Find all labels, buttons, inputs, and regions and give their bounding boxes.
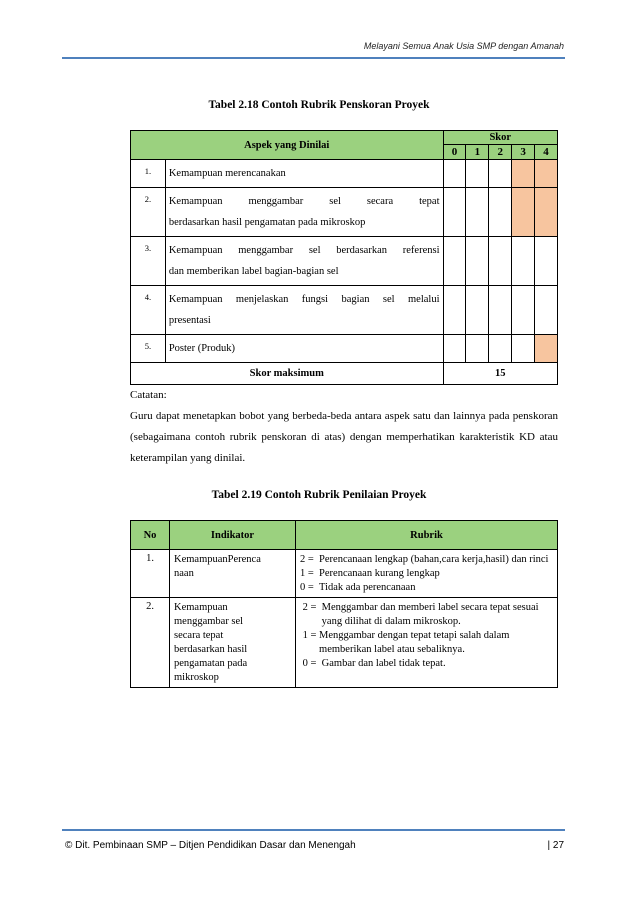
score-cell [489, 335, 512, 363]
row-number: 1. [131, 550, 170, 598]
table-row [131, 237, 558, 286]
assessment-rubric-table [130, 520, 558, 688]
header-rule [62, 57, 565, 59]
rubric-text: 2 = Menggambar dan memberi label secara tepat sesuai yang dilihat di dalam mikroskop. 1 = Menggambar dengan tepat tetapi salah dalam memberikan label atau sebaliknya. 0 = Gambar dan label tidak tepat. [296, 598, 558, 688]
score-cell [489, 237, 512, 286]
table-row [131, 550, 558, 598]
max-score-row [131, 363, 558, 385]
table-row [131, 335, 558, 363]
running-header: Melayani Semua Anak Usia SMP dengan Amanah [363, 41, 564, 51]
score-cell-highlight [512, 188, 535, 237]
score-cell [443, 188, 466, 237]
score-cell [535, 237, 558, 286]
max-score-label: Skor maksimum [131, 363, 444, 385]
max-score-value: 15 [443, 363, 558, 385]
aspect-text: Poster (Produk) [165, 335, 443, 363]
score-level-0: 0 [443, 145, 466, 160]
score-cell [466, 188, 489, 237]
score-level-3: 3 [512, 145, 535, 160]
note-block [130, 385, 558, 469]
score-cell [466, 160, 489, 188]
rubrik-header: Rubrik [296, 521, 558, 550]
table-row [131, 188, 558, 237]
score-cell-highlight [535, 188, 558, 237]
page-number: | 27 [547, 840, 564, 851]
scoring-rubric-table [130, 130, 558, 385]
score-cell-highlight [512, 160, 535, 188]
score-cell [443, 335, 466, 363]
table-2-19-caption: Tabel 2.19 Contoh Rubrik Penilaian Proyek [211, 489, 427, 501]
score-level-4: 4 [535, 145, 558, 160]
score-cell [512, 286, 535, 335]
indicator-text: Kemampuan menggambar sel secara tepat berdasarkan hasil pengamatan pada mikroskop [170, 598, 296, 688]
score-cell [489, 160, 512, 188]
score-level-2: 2 [489, 145, 512, 160]
score-level-1: 1 [466, 145, 489, 160]
footer-credit: © Dit. Pembinaan SMP – Ditjen Pendidikan Dasar dan Menengah [65, 840, 356, 851]
aspect-text: Kemampuan merencanakan [165, 160, 443, 188]
indicator-text: KemampuanPerenca naan [170, 550, 296, 598]
rubric-text: 2 = Perencanaan lengkap (bahan,cara kerja,hasil) dan rinci 1 = Perencanaan kurang lengkap 0 = Tidak ada perencanaan [296, 550, 558, 598]
aspek-header: Aspek yang Dinilai [131, 131, 444, 160]
score-cell [443, 237, 466, 286]
row-number: 1. [131, 160, 166, 188]
note-title: Catatan: [130, 389, 167, 401]
score-cell [489, 286, 512, 335]
score-cell [466, 286, 489, 335]
score-cell [443, 160, 466, 188]
no-header: No [131, 521, 170, 550]
aspect-text: Kemampuan menggambar sel secara tepat berdasarkan hasil pengamatan pada mikroskop [165, 188, 443, 237]
skor-header: Skor [443, 131, 558, 145]
score-cell [466, 237, 489, 286]
aspect-text: Kemampuan menggambar sel berdasarkan referensi dan memberikan label bagian-bagian sel [165, 237, 443, 286]
row-number: 5. [131, 335, 166, 363]
table-row [131, 598, 558, 688]
score-cell [512, 237, 535, 286]
score-cell [466, 335, 489, 363]
score-cell [489, 188, 512, 237]
score-cell-highlight [535, 335, 558, 363]
score-cell [535, 286, 558, 335]
score-cell-highlight [535, 160, 558, 188]
table-row [131, 286, 558, 335]
score-cell [512, 335, 535, 363]
indikator-header: Indikator [170, 521, 296, 550]
note-text: Guru dapat menetapkan bobot yang berbeda-beda antara aspek satu dan lainnya pada penskoran (sebagaimana contoh rubrik penskoran di atas) dengan memperhatikan karakteristik KD atau keterampilan yang dinilai. [130, 410, 558, 464]
score-cell [443, 286, 466, 335]
row-number: 2. [131, 188, 166, 237]
footer-rule [62, 829, 565, 831]
row-number: 2. [131, 598, 170, 688]
row-number: 4. [131, 286, 166, 335]
row-number: 3. [131, 237, 166, 286]
aspect-text: Kemampuan menjelaskan fungsi bagian sel melalui presentasi [165, 286, 443, 335]
table-2-18-caption: Tabel 2.18 Contoh Rubrik Penskoran Proyek [208, 99, 430, 111]
table-row [131, 160, 558, 188]
